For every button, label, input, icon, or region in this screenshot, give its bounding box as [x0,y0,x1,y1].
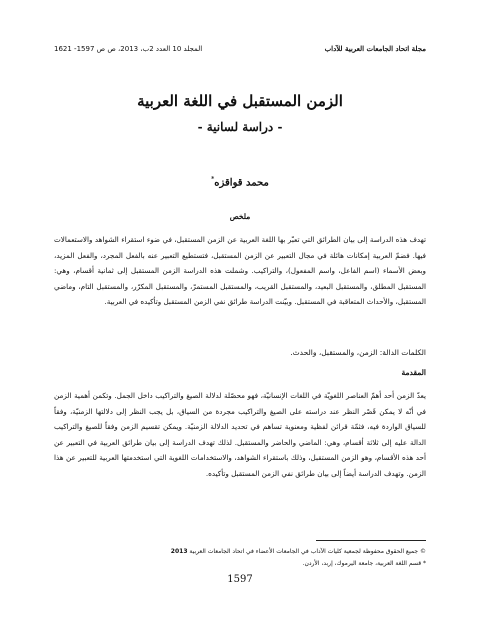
copyright-text: © جميع الحقوق محفوظة لجمعية كليات الآداب في الجامعات الأعضاء في اتحاد الجامعات العربية [189,548,426,555]
author-line [0,176,480,188]
author-footnote-mark: * [211,176,215,183]
paper-subtitle: - دراسة لسانية - [197,120,283,134]
introduction-text: يعدّ الزمن أحد أهمّ العناصر اللغويّة في اللغات الإنسانيّة، فهو محصّلة لدلالة الصيغ والتراكيب داخل الجمل. وتكمن أهمية الزمن في أنّه لا يمكن قَصْر النظر عند دراسته على الصيغ والتراكيب مجردة من السياق، بل يجب النظر إلى دلالتها الزمنيّة، وفقاً للسياق الواردة فيه، فثمّة قرائن لفظية ومعنوية تساهم في تحديد الدلالة الزمنيّة. ويمكن تقسيم الزمن وفقاً للصيغ والتراكيب الدالة عليه إلى ثلاثة أقسام، وهي: الماضي والحاضر والمستقبل. لذلك تهدف الدراسة إلى بيان طرائق العربية في التعبير عن أحد هذه الأقسام، وهو الزمن المستقبل، وذلك باستقراء الشواهد، والاستخدامات اللغوية التي استخدمتها العربية للتعبير عن هذا الزمن. وتهدف الدراسة أيضاً إلى بيان طرائق نفي الزمن المستقبل وتأكيده. [54,391,426,478]
running-header [54,44,426,53]
copyright-year: 2013 [170,548,188,555]
footnotes [54,546,426,570]
page-number: 1597 [227,574,253,585]
journal-name: مجلة اتحاد الجامعات العربية للآداب [324,44,426,53]
affiliation-note: * قسم اللغة العربية، جامعة اليرموك، إربد، الأردن. [302,560,426,567]
title-block [0,92,480,134]
introduction-heading: المقدمة [401,368,426,377]
footnote-divider [316,540,426,541]
abstract-text: تهدف هذه الدراسة إلى بيان الطرائق التي تعبّر بها اللغة العربية عن الزمن المستقبل، في ضوء استقراء الشواهد والاستعمالات فيها. فضمّ العربية إمكانات هائلة في مجال التعبير عن الزمن المستقبل، فتستطيع التعبير عنه بالفعل المجرد، والفعل المزيد، وبعض الأسماء (اسم الفاعل، واسم المفعول)، والتراكيب. وشملت هذه الدراسة الزمن المستقبل إلى ثمانية أقسام، وهي: المستقبل المطلق، والمستقبل البعيد، والمستقبل القريب، والمستقبل المستمرّ، والمستقبل المكرّر، والمستقبل التام، وماضي المستقبل، والأحداث المتعاقبة في المستقبل. وبيّنت الدراسة طرائق نفي الزمن المستقبل وتأكيده في العربية. [54,235,426,306]
keywords-text: الزمن، والمستقبل، والحدث. [290,348,378,357]
paper-title: الزمن المستقبل في اللغة العربية [137,92,343,110]
author-name: محمد قواقزه [214,177,269,189]
abstract-heading: ملخص [229,212,251,221]
keywords-label: الكلمات الدالة: [379,348,426,357]
copyright-note [54,546,426,558]
issue-citation: المجلد 10 العدد 2ب، 2013، ص ص 1597- 1621 [54,44,203,53]
keywords-line [54,348,426,357]
